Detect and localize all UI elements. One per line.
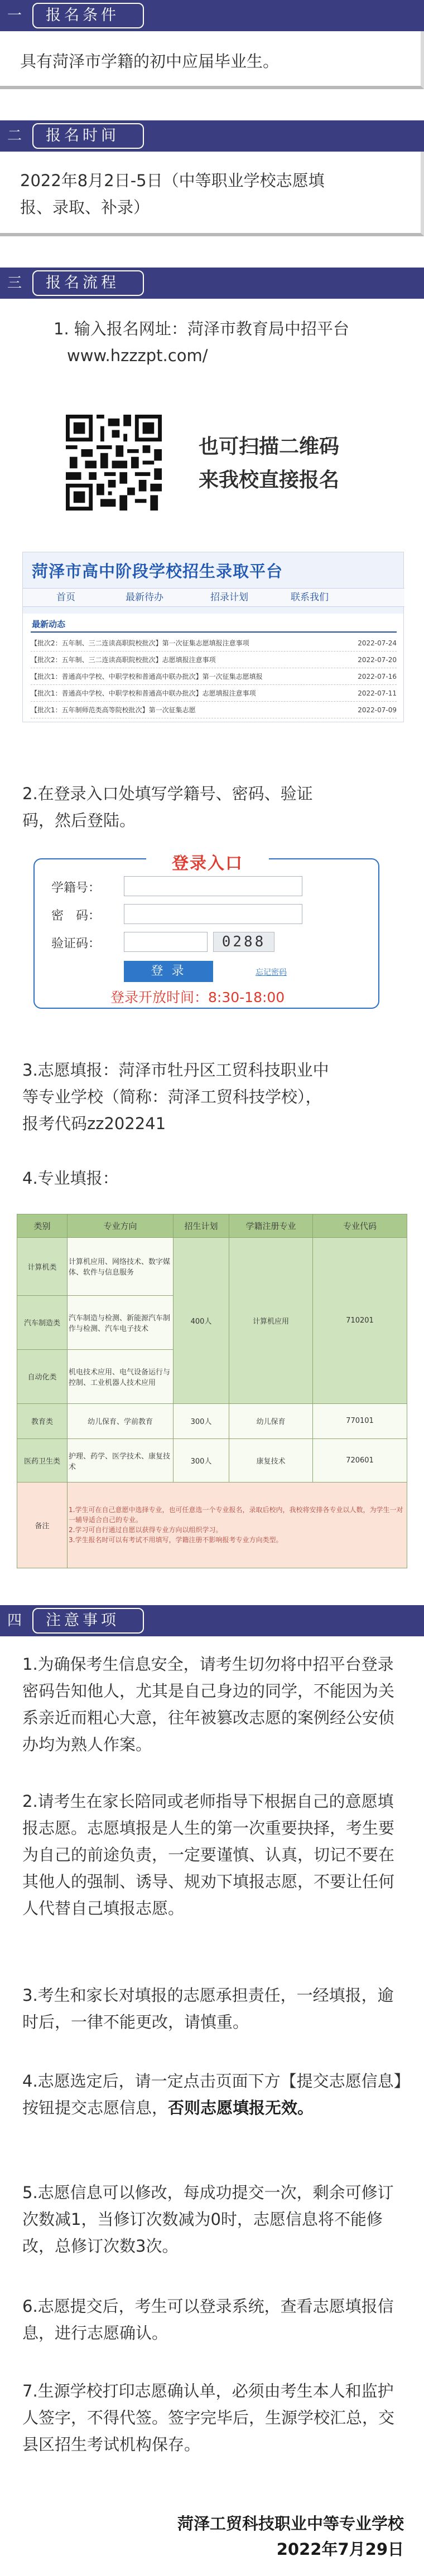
step1-url[interactable]: www.hzzzpt.com/ — [67, 346, 208, 365]
qr-text-1: 也可扫描二维码 — [199, 435, 340, 458]
news-item[interactable]: 【批次1：普通高中学校、中职学校和普通高中联办批次】第一次征集志愿填报 2022-07-16 — [31, 669, 397, 685]
cell-code: 710201 — [313, 1237, 407, 1403]
section-header-time — [0, 120, 424, 152]
cell-major: 计算机应用、网络技术、数字媒体、软件与信息服务 — [68, 1237, 174, 1295]
section-title: 报名条件 — [32, 3, 144, 28]
section-title: 报名流程 — [32, 270, 144, 296]
note-1: 1.为确保考生信息安全，请考生切勿将中招平台登录密码告知他人，尤其是自己身边的同学，不能因为关系亲近而粗心大意，往年被篡改志愿的案例经公安侦办均为熟人作案。 — [22, 1655, 395, 1754]
step3-line3: 报考代码zz202241 — [22, 1114, 166, 1133]
cell-plan: 300人 — [174, 1439, 229, 1482]
note-5: 5.志愿信息可以修改，每成功提交一次，剩余可修订次数减1，当修订次数减为0时，志愿信息将不能修改，总修订次数3次。 — [22, 2183, 394, 2256]
table-row — [17, 1439, 407, 1482]
cell-note: 1.学生可在自己意愿中选择专业，也可任意选一个专业报名，录取后校内，我校将安排各专业以人数，为学生一对一辅导适合自己的专业。 2.学习可自行通过自愿以获得专业方向以组织学习。 3.学生报名时可以有考试不用填写，学籍注册不影响报考专业方向类型。 — [68, 1482, 407, 1568]
news-item[interactable]: 【批次2：五年制、三二连读高职院校批次】第一次征集志愿填报注意事项 2022-07-24 — [31, 636, 397, 652]
cell-registered: 计算机应用 — [229, 1237, 313, 1403]
note-4: 4.志愿选定后，请一定点击页面下方【提交志愿信息】按钮提交志愿信息，否则志愿填报无效。 — [22, 2072, 402, 2117]
platform-header — [23, 552, 403, 614]
section-number: 一 — [7, 7, 22, 24]
note-2: 2.请考生在家长陪同或老师指导下根据自己的意愿填报志愿。志愿填报是人生的第一次重要抉择，考生要为自己的前途负责，一定要谨慎、认真，切记不要在其他人的强制、诱导、规劝下填报志愿，不要让任何人代替自己填报志愿。 — [22, 1792, 395, 1918]
note-4-emphasis: 否则志愿填报无效。 — [168, 2098, 314, 2117]
table-row — [17, 1237, 407, 1295]
news-item[interactable]: 【批次1：普通高中学校、中职学校和普通高中联办批次】志愿填报注意事项 2022-07-11 — [31, 686, 397, 702]
major-table — [17, 1214, 407, 1568]
section-title: 报名时间 — [32, 123, 144, 149]
qr-text-2: 来我校直接报名 — [199, 469, 340, 492]
section-header-process — [0, 268, 424, 299]
label-password: 密 码： — [51, 909, 101, 923]
table-note-row — [17, 1482, 407, 1568]
nav-contact[interactable]: 联系我们 — [291, 592, 329, 603]
cell-registered: 幼儿保育 — [229, 1403, 313, 1439]
cell-note-label: 备注 — [17, 1482, 68, 1568]
captcha-image[interactable]: 0288 — [213, 932, 274, 952]
cell-registered: 康复技术 — [229, 1439, 313, 1482]
news-item[interactable]: 【批次1：五年制师范类高等院校批次】第一次征集志愿 2022-07-09 — [31, 703, 397, 718]
cell-major: 机电技术应用、电气设备运行与控制、工业机器人技术应用 — [68, 1349, 174, 1403]
section-title: 注意事项 — [32, 1608, 144, 1634]
section-number: 二 — [7, 128, 22, 144]
login-button[interactable]: 登 录 — [124, 961, 213, 982]
news-title: 最新动态 — [32, 619, 66, 629]
cell-plan: 400人 — [174, 1237, 229, 1403]
step3-line1: 3.志愿填报：菏泽市牡丹区工贸科技职业中 — [22, 1061, 329, 1080]
table-header: 招生计划 — [174, 1214, 229, 1238]
qr-code-icon — [66, 415, 162, 511]
platform-screenshot — [22, 552, 404, 722]
cell-major: 汽车制造与检测、新能源汽车制作与检测、汽车电子技术 — [68, 1295, 174, 1349]
cell-major: 幼儿保育、学前教育 — [68, 1403, 174, 1439]
student-id-input[interactable] — [124, 876, 302, 896]
time-line-2: 报、录取、补录） — [20, 198, 150, 217]
login-open-time: 登录开放时间：8:30-18:00 — [110, 989, 285, 1005]
step4-title: 4.专业填报： — [22, 1169, 119, 1188]
table-header: 学籍注册专业 — [229, 1214, 313, 1238]
nav-home[interactable]: 首页 — [56, 592, 75, 603]
news-item[interactable]: 【批次2：五年制、三二连读高职院校批次】志愿填报注意事项 2022-07-20 — [31, 653, 397, 668]
step3-line2: 等专业学校（简称：菏泽工贸科技学校）， — [22, 1087, 322, 1106]
table-row — [17, 1403, 407, 1439]
login-panel — [33, 854, 379, 1009]
label-captcha: 验证码： — [51, 937, 101, 951]
note-3: 3.考生和家长对填报的志愿承担责任，一经填报，逾时后，一律不能更改，请慎重。 — [22, 1986, 394, 2031]
note-7: 7.生源学校打印志愿确认单，必须由考生本人和监护人签字，不得代签。签字完毕后，生源学校汇总，交县区招生考试机构保存。 — [22, 2381, 395, 2454]
platform-nav — [23, 588, 404, 607]
nav-plan[interactable]: 招录计划 — [210, 592, 248, 603]
section-number: 三 — [7, 275, 22, 291]
cell-category: 计算机类 — [17, 1237, 68, 1295]
forgot-password-link[interactable]: 忘记密码 — [256, 968, 287, 977]
cell-category: 医药卫生类 — [17, 1439, 68, 1482]
cell-category: 自动化类 — [17, 1349, 68, 1403]
note-6: 6.志愿提交后，考生可以登录系统，查看志愿填报信息，进行志愿确认。 — [22, 2297, 394, 2342]
step2-line2: 码，然后登陆。 — [22, 811, 136, 830]
news-divider — [31, 631, 397, 633]
conditions-box — [0, 31, 424, 89]
conditions-text: 具有菏泽市学籍的初中应届毕业生。 — [20, 52, 280, 71]
cell-plan: 300人 — [174, 1403, 229, 1439]
cell-code: 770101 — [313, 1403, 407, 1439]
password-input[interactable] — [124, 904, 302, 924]
step2-line1: 2.在登录入口处填写学籍号、密码、验证 — [22, 784, 313, 803]
table-header: 类别 — [17, 1214, 68, 1238]
step1-line1: 1. 输入报名网址：菏泽市教育局中招平台 — [54, 319, 349, 338]
time-line-1: 2022年8月2日-5日（中等职业学校志愿填 — [20, 171, 325, 190]
login-title: 登录入口 — [146, 849, 269, 868]
section-header-conditions — [0, 0, 424, 31]
footer-date: 2022年7月29日 — [276, 2540, 404, 2559]
footer-school: 菏泽工贸科技职业中等专业学校 — [177, 2514, 404, 2533]
label-student-id: 学籍号： — [51, 881, 101, 895]
table-header-row — [17, 1214, 407, 1238]
nav-todo[interactable]: 最新待办 — [126, 592, 163, 603]
cell-category: 汽车制造类 — [17, 1295, 68, 1349]
section-header-notes — [0, 1605, 424, 1636]
cell-code: 720601 — [313, 1439, 407, 1482]
table-header: 专业方向 — [68, 1214, 174, 1238]
section-number: 四 — [7, 1612, 22, 1629]
captcha-input[interactable] — [124, 932, 208, 952]
cell-category: 教育类 — [17, 1403, 68, 1439]
time-box — [0, 152, 424, 236]
cell-major: 护理、药学、医学技术、康复技术 — [68, 1439, 174, 1482]
platform-title: 菏泽市高中阶段学校招生录取平台 — [32, 562, 283, 581]
table-header: 专业代码 — [313, 1214, 407, 1238]
